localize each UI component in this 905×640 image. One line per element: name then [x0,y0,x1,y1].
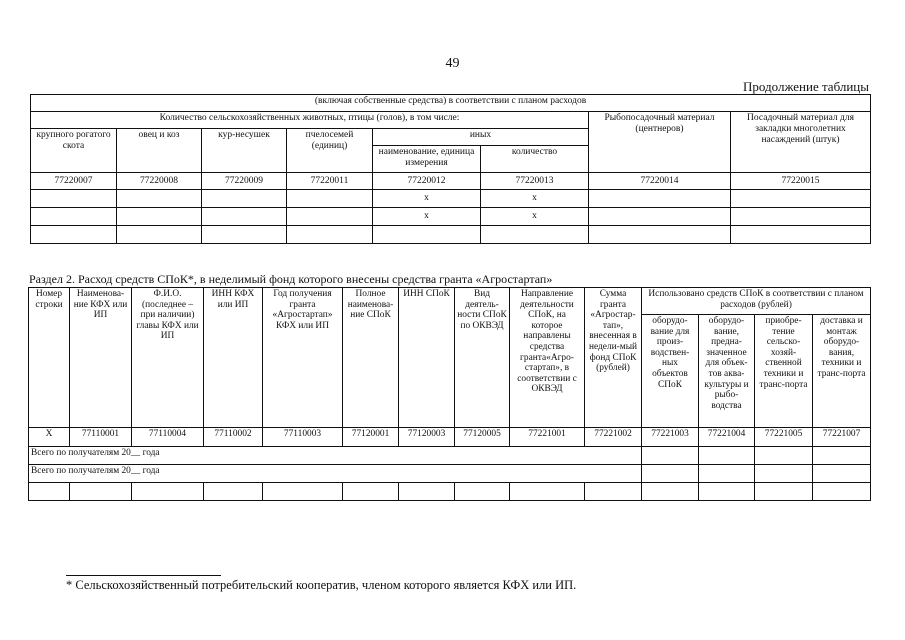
col-bee-colonies: пчелосемей (единиц) [287,129,373,173]
fish-material-header: Рыбопосадочный материал (центнеров) [589,112,731,173]
direction-header: Направление деятельности СПоК, на которое направлены средства гранта«Агро-стартап», в соответствии с ОКВЭД [510,288,585,428]
table-row [31,190,871,208]
planting-material-header: Посадочный материал для закладки многолетних насаждений (штук) [731,112,871,173]
spok-name-header: Полное наименова-ние СПоК [343,288,399,428]
aquaculture-equipment-header: оборудо-вание, предна-значенное для объек-тов аква-культуры и рыбо-водства [699,315,755,428]
kfh-name-header: Наименова-ние КФХ или ИП [70,288,132,428]
code-cell: 77221003 [642,428,699,447]
activity-header: Вид деятель-ности СПоК по ОКВЭД [455,288,510,428]
code-cell: X [29,428,70,447]
table-continuation-label: Продолжение таблицы [743,79,869,94]
grant-sum-header: Сумма гранта «Агростар-тап», внесенная в недели-мый фонд СПоК (рублей) [585,288,642,428]
machinery-header: приобре-тение сельско-хозяй-ственной техники и транс-порта [755,315,813,428]
total-row-label: Всего по получателям 20__ года [29,465,642,483]
table1-code-row [31,173,871,190]
section-2-title: Раздел 2. Расход средств СПоК*, в неделимый фонд которого внесены средства гранта «Агростартап» [29,272,553,286]
grant-year-header: Год получения гранта «Агростартап» КФХ или ИП [263,288,343,428]
inn-kfh-header: ИНН КФХ или ИП [204,288,263,428]
total-row-label: Всего по получателям 20__ года [29,447,642,465]
table-row [31,226,871,244]
code-cell: 77120001 [343,428,399,447]
col-cattle: крупного рогатого скота [31,129,117,173]
footnote-divider [66,575,221,576]
code-cell: 77110003 [263,428,343,447]
code-cell: 77220007 [31,173,117,190]
col-other: иных [373,129,589,146]
code-cell: 77110002 [204,428,263,447]
code-cell: 77220009 [202,173,287,190]
code-cell: 77221005 [755,428,813,447]
code-cell: 77220012 [373,173,481,190]
x-mark: x [481,208,589,226]
code-cell: 77110001 [70,428,132,447]
code-cell: 77220014 [589,173,731,190]
table-row [29,483,871,501]
code-cell: 77120005 [455,428,510,447]
equipment-header: оборудо-вание для произ-водствен-ных объектов СПоК [642,315,699,428]
animals-header: Количество сельскохозяйственных животных, птицы (голов), в том числе: [31,112,589,129]
code-cell: 77220011 [287,173,373,190]
x-mark: x [373,190,481,208]
row-number-header: Номер строки [29,288,70,428]
code-cell: 77110004 [132,428,204,447]
code-cell: 77221007 [813,428,871,447]
page-number: 49 [445,56,460,71]
fio-header: Ф.И.О. (последнее – при наличии) главы КФХ или ИП [132,288,204,428]
code-cell: 77221002 [585,428,642,447]
spok-expenses-table [28,287,871,501]
code-cell: 77221004 [699,428,755,447]
table-row [29,465,871,483]
table-row [29,447,871,465]
delivery-header: доставка и монтаж оборудо-вания, техники и транс-порта [813,315,871,428]
table1-top-header: (включая собственные средства) в соответствии с планом расходов [31,95,871,112]
animals-table [30,94,871,244]
col-name-unit: наименование, единица измерения [373,146,481,173]
col-laying-hens: кур-несушек [202,129,287,173]
code-cell: 77220008 [117,173,202,190]
footnote: * Сельскохозяйственный потребительский кооператив, членом которого является КФХ или ИП. [66,578,577,592]
code-cell: 77220015 [731,173,871,190]
x-mark: x [481,190,589,208]
col-sheep-goats: овец и коз [117,129,202,173]
col-quantity: количество [481,146,589,173]
inn-spok-header: ИНН СПоК [399,288,455,428]
used-funds-header: Использовано средств СПоК в соответствии с планом расходов (рублей) [642,288,871,315]
code-cell: 77221001 [510,428,585,447]
table2-code-row [29,428,871,447]
x-mark: x [373,208,481,226]
code-cell: 77120003 [399,428,455,447]
table-row [31,208,871,226]
code-cell: 77220013 [481,173,589,190]
